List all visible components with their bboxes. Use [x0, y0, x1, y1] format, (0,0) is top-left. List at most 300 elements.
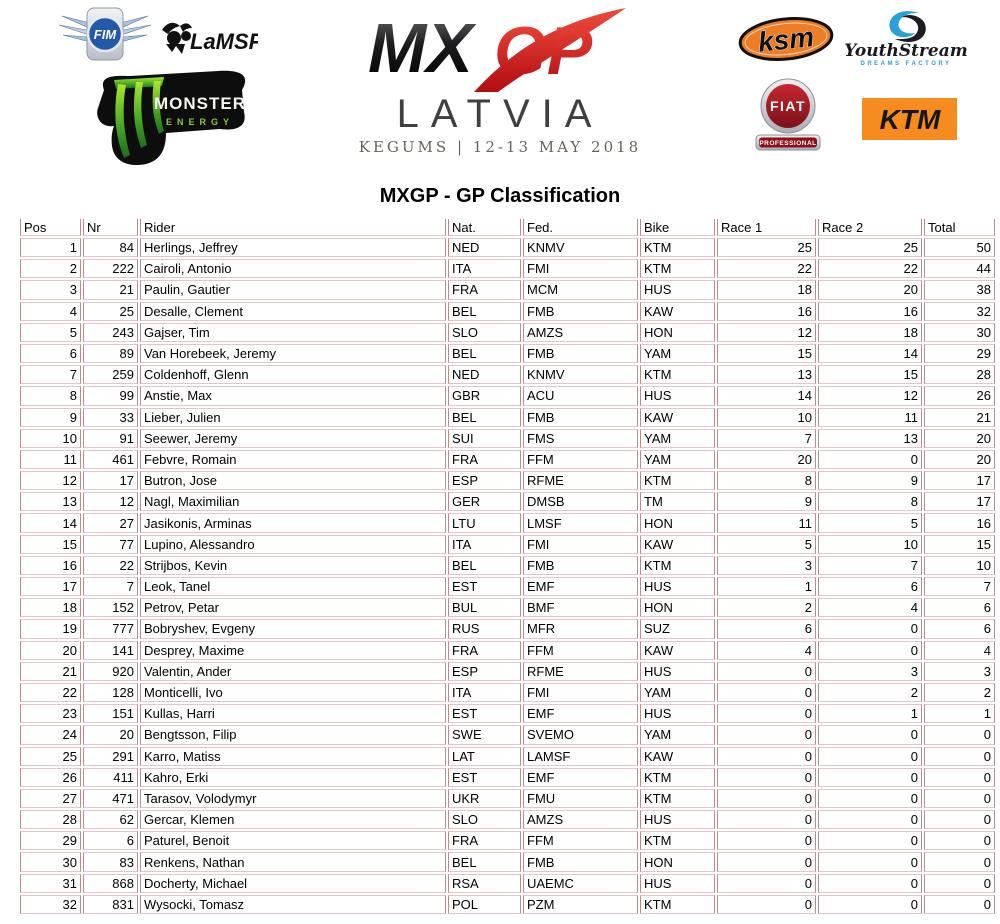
cell-fed: RFME — [523, 662, 638, 681]
cell-fed: KNMV — [523, 238, 638, 257]
cell-nat: ITA — [448, 683, 521, 702]
energy-label: ENERGY — [165, 117, 235, 127]
table-header-row — [20, 219, 995, 236]
fiat-badge-icon — [752, 78, 824, 152]
cell-nat: ESP — [448, 662, 521, 681]
cell-fed: FMB — [523, 556, 638, 575]
cell-pos: 28 — [20, 810, 81, 829]
cell-nat: BEL — [448, 556, 521, 575]
cell-fed: DMSB — [523, 492, 638, 511]
cell-nr: 128 — [83, 683, 138, 702]
cell-fed: RFME — [523, 471, 638, 490]
cell-total: 44 — [924, 259, 995, 278]
cell-race2: 12 — [818, 386, 922, 405]
cell-total: 28 — [924, 365, 995, 384]
cell-total: 16 — [924, 513, 995, 532]
table-row — [20, 747, 995, 766]
cell-nr: 20 — [83, 725, 138, 744]
cell-nr: 461 — [83, 450, 138, 469]
cell-nr: 25 — [83, 302, 138, 321]
table-row — [20, 831, 995, 850]
table-row — [20, 238, 995, 257]
cell-race1: 14 — [717, 386, 816, 405]
cell-bike: KTM — [640, 471, 715, 490]
cell-total: 17 — [924, 471, 995, 490]
cell-rider: Paturel, Benoit — [140, 831, 446, 850]
table-row — [20, 704, 995, 723]
cell-nat: FRA — [448, 641, 521, 660]
cell-fed: BMF — [523, 598, 638, 617]
table-row — [20, 513, 995, 532]
cell-race2: 4 — [818, 598, 922, 617]
cell-race1: 9 — [717, 492, 816, 511]
table-row — [20, 535, 995, 554]
monster-claw-icon — [68, 68, 256, 170]
cell-rider: Febvre, Romain — [140, 450, 446, 469]
cell-nat: FRA — [448, 450, 521, 469]
cell-total: 38 — [924, 280, 995, 299]
column-header-nr: Nr — [83, 219, 138, 236]
cell-race2: 2 — [818, 683, 922, 702]
cell-bike: HUS — [640, 704, 715, 723]
cell-nr: 89 — [83, 344, 138, 363]
cell-race1: 18 — [717, 280, 816, 299]
cell-rider: Tarasov, Volodymyr — [140, 789, 446, 808]
cell-nr: 17 — [83, 471, 138, 490]
cell-race2: 8 — [818, 492, 922, 511]
cell-race2: 0 — [818, 450, 922, 469]
cell-nat: LTU — [448, 513, 521, 532]
cell-race2: 15 — [818, 365, 922, 384]
cell-pos: 25 — [20, 747, 81, 766]
cell-pos: 20 — [20, 641, 81, 660]
cell-nr: 77 — [83, 535, 138, 554]
table-row — [20, 280, 995, 299]
cell-rider: Leok, Tanel — [140, 577, 446, 596]
cell-nat: SWE — [448, 725, 521, 744]
cell-race2: 18 — [818, 323, 922, 342]
cell-rider: Seewer, Jeremy — [140, 429, 446, 448]
cell-total: 17 — [924, 492, 995, 511]
event-header — [0, 0, 1000, 180]
cell-race2: 0 — [818, 747, 922, 766]
cell-rider: Lieber, Julien — [140, 408, 446, 427]
youthstream-swirl-icon — [845, 8, 967, 68]
cell-race2: 16 — [818, 302, 922, 321]
cell-race1: 0 — [717, 895, 816, 914]
mx-label: MX — [368, 9, 473, 87]
cell-nr: 21 — [83, 280, 138, 299]
cell-fed: MFR — [523, 619, 638, 638]
cell-race2: 6 — [818, 577, 922, 596]
classification-table — [18, 217, 997, 916]
cell-total: 29 — [924, 344, 995, 363]
cell-total: 0 — [924, 895, 995, 914]
cell-total: 0 — [924, 852, 995, 871]
cell-pos: 23 — [20, 704, 81, 723]
cell-race1: 4 — [717, 641, 816, 660]
cell-race2: 0 — [818, 810, 922, 829]
cell-race1: 3 — [717, 556, 816, 575]
cell-rider: Kullas, Harri — [140, 704, 446, 723]
cell-total: 30 — [924, 323, 995, 342]
event-venue-date: KEGUMS | 12-13 MAY 2018 — [358, 138, 642, 156]
table-row — [20, 810, 995, 829]
column-header-fed: Fed. — [523, 219, 638, 236]
cell-fed: FMI — [523, 683, 638, 702]
cell-race1: 0 — [717, 789, 816, 808]
cell-race2: 0 — [818, 768, 922, 787]
cell-race1: 0 — [717, 725, 816, 744]
cell-nr: 471 — [83, 789, 138, 808]
cell-fed: LAMSF — [523, 747, 638, 766]
cell-rider: Desprey, Maxime — [140, 641, 446, 660]
cell-pos: 7 — [20, 365, 81, 384]
cell-nat: BUL — [448, 598, 521, 617]
cell-nr: 99 — [83, 386, 138, 405]
gp-label: GP — [494, 13, 593, 89]
cell-pos: 16 — [20, 556, 81, 575]
cell-race2: 0 — [818, 641, 922, 660]
cell-race1: 15 — [717, 344, 816, 363]
cell-nat: ITA — [448, 535, 521, 554]
cell-bike: HUS — [640, 386, 715, 405]
cell-nr: 411 — [83, 768, 138, 787]
cell-bike: KTM — [640, 789, 715, 808]
cell-fed: PZM — [523, 895, 638, 914]
cell-pos: 14 — [20, 513, 81, 532]
cell-rider: Monticelli, Ivo — [140, 683, 446, 702]
cell-pos: 32 — [20, 895, 81, 914]
cell-fed: FMB — [523, 408, 638, 427]
cell-rider: Karro, Matiss — [140, 747, 446, 766]
cell-bike: HON — [640, 323, 715, 342]
cell-race1: 11 — [717, 513, 816, 532]
cell-race1: 0 — [717, 747, 816, 766]
cell-fed: FMU — [523, 789, 638, 808]
cell-total: 6 — [924, 619, 995, 638]
cell-race2: 25 — [818, 238, 922, 257]
cell-pos: 10 — [20, 429, 81, 448]
cell-nr: 868 — [83, 874, 138, 893]
cell-nat: BEL — [448, 344, 521, 363]
cell-fed: FMI — [523, 535, 638, 554]
cell-fed: KNMV — [523, 365, 638, 384]
cell-rider: Valentin, Ander — [140, 662, 446, 681]
cell-nat: ITA — [448, 259, 521, 278]
table-row — [20, 874, 995, 893]
cell-race1: 25 — [717, 238, 816, 257]
cell-total: 6 — [924, 598, 995, 617]
table-row — [20, 344, 995, 363]
cell-nr: 920 — [83, 662, 138, 681]
cell-fed: FMB — [523, 344, 638, 363]
column-header-nat: Nat. — [448, 219, 521, 236]
cell-rider: Coldenhoff, Glenn — [140, 365, 446, 384]
cell-nat: FRA — [448, 280, 521, 299]
mxgp-wordmark-icon — [368, 6, 632, 92]
cell-total: 20 — [924, 429, 995, 448]
cell-race1: 0 — [717, 704, 816, 723]
table-row — [20, 577, 995, 596]
cell-pos: 3 — [20, 280, 81, 299]
cell-race1: 1 — [717, 577, 816, 596]
event-country: LATVIA — [396, 92, 604, 136]
cell-pos: 15 — [20, 535, 81, 554]
cell-nr: 27 — [83, 513, 138, 532]
cell-race1: 0 — [717, 874, 816, 893]
cell-total: 7 — [924, 577, 995, 596]
cell-bike: HUS — [640, 577, 715, 596]
cell-rider: Jasikonis, Arminas — [140, 513, 446, 532]
cell-pos: 11 — [20, 450, 81, 469]
cell-fed: SVEMO — [523, 725, 638, 744]
cell-bike: KAW — [640, 302, 715, 321]
cell-pos: 13 — [20, 492, 81, 511]
table-row — [20, 662, 995, 681]
cell-nat: EST — [448, 704, 521, 723]
ksm-oval-icon — [737, 13, 835, 65]
cell-bike: HUS — [640, 810, 715, 829]
column-header-rider: Rider — [140, 219, 446, 236]
cell-bike: KTM — [640, 238, 715, 257]
column-header-race1: Race 1 — [717, 219, 816, 236]
table-row — [20, 323, 995, 342]
cell-bike: TM — [640, 492, 715, 511]
ksm-logo — [737, 13, 835, 70]
ksm-label: ksm — [756, 21, 816, 58]
cell-race1: 16 — [717, 302, 816, 321]
cell-total: 2 — [924, 683, 995, 702]
cell-race2: 0 — [818, 852, 922, 871]
cell-fed: FFM — [523, 831, 638, 850]
cell-total: 15 — [924, 535, 995, 554]
cell-nr: 141 — [83, 641, 138, 660]
cell-race2: 20 — [818, 280, 922, 299]
cell-nr: 291 — [83, 747, 138, 766]
cell-nat: POL — [448, 895, 521, 914]
cell-bike: YAM — [640, 344, 715, 363]
cell-nr: 12 — [83, 492, 138, 511]
cell-fed: FMB — [523, 302, 638, 321]
cell-pos: 21 — [20, 662, 81, 681]
table-row — [20, 768, 995, 787]
cell-race1: 22 — [717, 259, 816, 278]
cell-pos: 24 — [20, 725, 81, 744]
cell-rider: Wysocki, Tomasz — [140, 895, 446, 914]
table-row — [20, 471, 995, 490]
cell-race1: 20 — [717, 450, 816, 469]
table-row — [20, 450, 995, 469]
cell-pos: 27 — [20, 789, 81, 808]
cell-race2: 0 — [818, 725, 922, 744]
fiat-professional-logo — [752, 78, 824, 157]
cell-pos: 2 — [20, 259, 81, 278]
cell-rider: Paulin, Gautier — [140, 280, 446, 299]
cell-pos: 9 — [20, 408, 81, 427]
cell-rider: Strijbos, Kevin — [140, 556, 446, 575]
cell-total: 10 — [924, 556, 995, 575]
cell-bike: KAW — [640, 747, 715, 766]
table-row — [20, 895, 995, 914]
cell-bike: KAW — [640, 641, 715, 660]
cell-bike: KAW — [640, 408, 715, 427]
cell-pos: 17 — [20, 577, 81, 596]
cell-nat: NED — [448, 365, 521, 384]
cell-fed: FFM — [523, 641, 638, 660]
cell-total: 26 — [924, 386, 995, 405]
cell-pos: 29 — [20, 831, 81, 850]
table-row — [20, 429, 995, 448]
cell-race1: 8 — [717, 471, 816, 490]
cell-rider: Kahro, Erki — [140, 768, 446, 787]
fim-wings-icon — [58, 6, 152, 62]
cell-bike: HON — [640, 513, 715, 532]
table-row — [20, 852, 995, 871]
cell-nat: SLO — [448, 323, 521, 342]
cell-race1: 10 — [717, 408, 816, 427]
cell-race1: 0 — [717, 683, 816, 702]
cell-race1: 6 — [717, 619, 816, 638]
cell-nat: SLO — [448, 810, 521, 829]
table-row — [20, 386, 995, 405]
cell-bike: YAM — [640, 450, 715, 469]
cell-nat: ESP — [448, 471, 521, 490]
ktm-label: KTM — [879, 104, 941, 135]
cell-nat: UKR — [448, 789, 521, 808]
dreams-factory-label: DREAMS FACTORY — [860, 61, 952, 67]
cell-nr: 33 — [83, 408, 138, 427]
cell-race1: 0 — [717, 831, 816, 850]
professional-label: PROFESSIONAL — [759, 140, 817, 147]
cell-bike: SUZ — [640, 619, 715, 638]
cell-bike: YAM — [640, 725, 715, 744]
cell-rider: Butron, Jose — [140, 471, 446, 490]
monster-label: MONSTER — [154, 94, 246, 113]
youthstream-logo — [845, 8, 967, 73]
table-row — [20, 259, 995, 278]
cell-total: 0 — [924, 874, 995, 893]
cell-race1: 13 — [717, 365, 816, 384]
cell-pos: 30 — [20, 852, 81, 871]
cell-total: 50 — [924, 238, 995, 257]
cell-pos: 4 — [20, 302, 81, 321]
cell-nat: GBR — [448, 386, 521, 405]
cell-bike: KTM — [640, 259, 715, 278]
cell-rider: Bengtsson, Filip — [140, 725, 446, 744]
cell-nat: BEL — [448, 852, 521, 871]
cell-nr: 152 — [83, 598, 138, 617]
cell-bike: KTM — [640, 895, 715, 914]
cell-total: 0 — [924, 725, 995, 744]
table-row — [20, 598, 995, 617]
fiat-label: FIAT — [769, 98, 807, 114]
table-row — [20, 683, 995, 702]
cell-race2: 1 — [818, 704, 922, 723]
column-header-total: Total — [924, 219, 995, 236]
cell-nat: BEL — [448, 408, 521, 427]
cell-total: 32 — [924, 302, 995, 321]
mxgp-logo — [368, 6, 632, 97]
cell-bike: KTM — [640, 556, 715, 575]
cell-nr: 777 — [83, 619, 138, 638]
cell-bike: KTM — [640, 768, 715, 787]
cell-rider: Petrov, Petar — [140, 598, 446, 617]
cell-fed: FMB — [523, 852, 638, 871]
cell-nat: LAT — [448, 747, 521, 766]
cell-pos: 6 — [20, 344, 81, 363]
cell-nat: SUI — [448, 429, 521, 448]
cell-total: 0 — [924, 831, 995, 850]
cell-fed: ACU — [523, 386, 638, 405]
cell-race2: 9 — [818, 471, 922, 490]
cell-race1: 5 — [717, 535, 816, 554]
table-row — [20, 408, 995, 427]
cell-nat: RUS — [448, 619, 521, 638]
cell-race2: 7 — [818, 556, 922, 575]
cell-nr: 91 — [83, 429, 138, 448]
results-tbody — [20, 238, 995, 914]
cell-fed: AMZS — [523, 323, 638, 342]
cell-nat: EST — [448, 577, 521, 596]
cell-nat: NED — [448, 238, 521, 257]
cell-nr: 84 — [83, 238, 138, 257]
cell-rider: Anstie, Max — [140, 386, 446, 405]
lamsf-griffin-icon — [156, 16, 258, 60]
cell-fed: UAEMC — [523, 874, 638, 893]
cell-bike: HON — [640, 852, 715, 871]
cell-fed: FFM — [523, 450, 638, 469]
cell-nr: 243 — [83, 323, 138, 342]
cell-race1: 0 — [717, 852, 816, 871]
cell-nat: GER — [448, 492, 521, 511]
cell-race2: 3 — [818, 662, 922, 681]
cell-pos: 26 — [20, 768, 81, 787]
cell-total: 21 — [924, 408, 995, 427]
cell-rider: Gercar, Klemen — [140, 810, 446, 829]
cell-fed: LMSF — [523, 513, 638, 532]
table-row — [20, 789, 995, 808]
ktm-block-icon — [862, 98, 957, 140]
cell-race2: 0 — [818, 874, 922, 893]
cell-fed: FMI — [523, 259, 638, 278]
column-header-pos: Pos — [20, 219, 81, 236]
cell-rider: Gajser, Tim — [140, 323, 446, 342]
cell-race2: 22 — [818, 259, 922, 278]
cell-race2: 14 — [818, 344, 922, 363]
cell-rider: Van Horebeek, Jeremy — [140, 344, 446, 363]
cell-total: 0 — [924, 789, 995, 808]
cell-nr: 222 — [83, 259, 138, 278]
cell-total: 3 — [924, 662, 995, 681]
cell-nat: FRA — [448, 831, 521, 850]
page-title: MXGP - GP Classification — [379, 185, 621, 207]
cell-race1: 0 — [717, 810, 816, 829]
table-row — [20, 725, 995, 744]
cell-nr: 151 — [83, 704, 138, 723]
cell-race2: 0 — [818, 831, 922, 850]
cell-pos: 1 — [20, 238, 81, 257]
cell-total: 0 — [924, 768, 995, 787]
cell-bike: KAW — [640, 535, 715, 554]
cell-fed: MCM — [523, 280, 638, 299]
cell-rider: Herlings, Jeffrey — [140, 238, 446, 257]
cell-fed: EMF — [523, 704, 638, 723]
cell-race2: 11 — [818, 408, 922, 427]
cell-nat: BEL — [448, 302, 521, 321]
cell-rider: Desalle, Clement — [140, 302, 446, 321]
cell-bike: HUS — [640, 662, 715, 681]
